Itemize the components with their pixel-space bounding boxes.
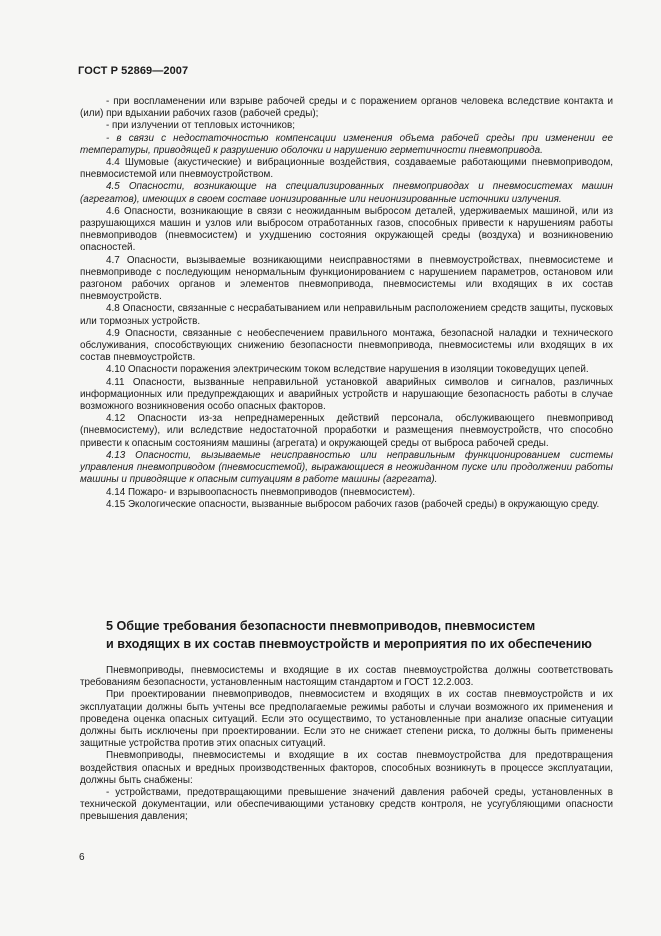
paragraph: 4.14 Пожаро- и взрывоопасность пневмоприводов (пневмосистем). xyxy=(106,486,416,498)
paragraph-italic: - в связи с недостаточностью компенсации изменения объема рабочей среды при изменении ее температуры, приводящей к разрушению оболочки и нарушению герметичности пневмопривода. xyxy=(80,132,613,156)
paragraph-italic: 4.13 Опасности, вызываемые неисправностью или неправильным функционированием системы управления пневмоприводом (пневмосистемой), выражающиеся в неожиданном пуске или продолжении работы машины и приводящие к опасным ситуациям в работе машины (агрегата). xyxy=(80,449,613,486)
section-heading xyxy=(80,618,613,653)
paragraph: 4.6 Опасности, возникающие в связи с неожиданным выбросом деталей, удерживаемых машиной, или из разрушающихся машин и узлов или выбросом отработанных газов, способных привести к нарушениям работы пневмоприводов (пневмосистем) и ухудшению состояния окружающей среды (воздуха) и возникновению опасностей. xyxy=(80,205,613,254)
section-body-text xyxy=(80,665,613,824)
paragraph: 4.4 Шумовые (акустические) и вибрационные воздействия, создаваемые работающими пневмоприводом, пневмосистемой или пневмоустройством. xyxy=(80,157,613,181)
section-heading-line-2: и входящих в их состав пневмоустройств и мероприятия по их обеспечению xyxy=(106,636,592,651)
paragraph: - устройствами, предотвращающими превышение значений давления рабочей среды, установленных в технической документации, или обеспечивающими установку средств контроля, не усугубляющими опасности превышения давления; xyxy=(80,787,613,823)
page-number: 6 xyxy=(79,852,85,863)
paragraph: 4.12 Опасности из-за непреднамеренных действий персонала, обслуживающего пневмопривод (пневмосистему), или вследствие недостаточной проработки и размещения пневмоустройств, что способно привести к опасным состояниям машины (агрегата) и окружающей среды от выброса рабочей среды. xyxy=(80,413,613,449)
body-text-block xyxy=(80,96,613,511)
paragraph: 4.8 Опасности, связанные с несрабатыванием или неправильным расположением средств защиты, пусковых или тормозных устройств. xyxy=(80,303,613,327)
paragraph: 4.11 Опасности, вызванные неправильной установкой аварийных символов и сигналов, различных информационных или предупреждающих и аварийных устройств и нарушающие безопасность работы в случае возможного возникновения особо опасных факторов. xyxy=(80,376,613,413)
paragraph: 4.10 Опасности поражения электрическим током вследствие нарушения в изоляции токоведущих цепей. xyxy=(106,364,589,376)
paragraph: 4.15 Экологические опасности, вызванные выбросом рабочих газов (рабочей среды) в окружающую среду. xyxy=(106,498,600,510)
paragraph: 4.7 Опасности, вызываемые возникающими неисправностями в пневмоустройствах, пневмосистеме и пневмоприводе с последующим ненормальным функционированием с нарушением параметров, остановом или разгоном рабочих органов и элементов пневмопривода, пневмосистемы или входящих в их состав пневмоустройств. xyxy=(80,254,613,303)
paragraph: 4.9 Опасности, связанные с необеспечением правильного монтажа, безопасной наладки и технического обслуживания, способствующих снижению безопасности пневмопривода, пневмосистемы или входящих в их состав пневмоустройств. xyxy=(80,327,613,364)
paragraph: - при воспламенении или взрыве рабочей среды и с поражением органов человека вследствие контакта и (или) при вдыхании рабочих газов (рабочей среды); xyxy=(80,96,613,120)
paragraph: Пневмоприводы, пневмосистемы и входящие в их состав пневмоустройства для предотвращения воздействия опасных и вредных производственных факторов, способных возникнуть в процессе эксплуатации, должны быть снабжены: xyxy=(80,750,613,786)
paragraph: При проектировании пневмоприводов, пневмосистем и входящих в их состав пневмоустройств и их эксплуатации должны быть учтены все предполагаемые режимы работы и случаи возможного их применения и проведена оценка опасных ситуаций. Если это осуществимо, то установленные при анализе опасные ситуации должны быть исключены при проектировании. Если это не снижает степени риска, то должны быть применены защитные устройства против этих опасных ситуаций. xyxy=(80,689,613,750)
paragraph: Пневмоприводы, пневмосистемы и входящие в их состав пневмоустройства должны соответствовать требованиям безопасности, установленным настоящим стандартом и ГОСТ 12.2.003. xyxy=(80,665,613,689)
document-header: ГОСТ Р 52869—2007 xyxy=(78,65,189,77)
section-heading-line-1: 5 Общие требования безопасности пневмоприводов, пневмосистем xyxy=(106,619,536,633)
paragraph: - при излучении от тепловых источников; xyxy=(106,120,295,132)
paragraph-italic: 4.5 Опасности, возникающие на специализированных пневмоприводах и пневмосистемах машин (агрегатов), имеющих в своем составе ионизированные или неионизированные источники излучения. xyxy=(80,181,613,205)
